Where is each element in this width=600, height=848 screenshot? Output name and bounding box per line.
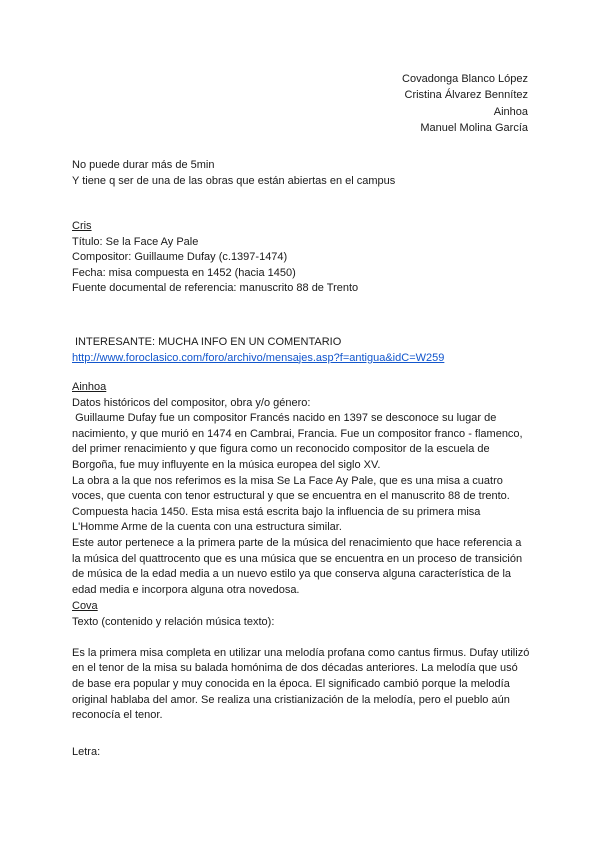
requirement-line: No puede durar más de 5min xyxy=(72,159,215,171)
section-heading-ainhoa: Ainhoa xyxy=(72,381,107,393)
cris-section xyxy=(72,219,530,297)
section-heading-cris: Cris xyxy=(72,220,92,232)
author-name: Ainhoa xyxy=(493,105,528,118)
author-name: Manuel Molina García xyxy=(420,122,528,135)
requirement-line: Y tiene q ser de una de las obras que están abiertas en el campus xyxy=(72,174,396,187)
ainhoa-intro: Datos históricos del compositor, obra y/o género: xyxy=(72,396,311,409)
section-heading-cova: Cova xyxy=(72,600,98,612)
letra-label: Letra: xyxy=(72,746,101,758)
ainhoa-section xyxy=(72,380,530,598)
ainhoa-paragraph: Guillaume Dufay fue un compositor Francés nacido en 1397 se desconoce su lugar de nacimiento, y que murió en 1474 en Cambrai, Francia. Fue un compositor franco - flamenco, del primer renacimiento y que figura como un reconocido compositor de la escuela de Borgoña, fue muy influyente en la música europea del siglo XV. xyxy=(72,412,526,471)
author-name: Covadonga Blanco López xyxy=(402,73,528,85)
cris-source-line: Fuente documental de referencia: manuscrito 88 de Trento xyxy=(72,282,359,295)
cova-paragraph: Es la primera misa completa en utilizar una melodía profana como cantus firmus. Dufay utilizó en el tenor de la misa su balada homónima de dos décadas anteriores. La melodía que usó de base era popular y muy conocida en la época. El significado cambió porque la melodía original hablaba del amor. Se realiza una cristianización de la melodía, pero el pueblo aún reconocía el tenor. xyxy=(72,646,530,722)
cris-date-line: Fecha: misa compuesta en 1452 (hacia 1450) xyxy=(72,266,296,279)
requirements-block xyxy=(72,158,530,189)
authors-block xyxy=(402,71,528,137)
ainhoa-paragraph: La obra a la que nos referimos es la misa Se La Face Ay Pale, que es una misa a cuatro voces, que cuenta con tenor estructural y que se encuentra en el manuscrito 88 de trento. Compuesta hacia 1450. Esta misa está escrita bajo la influencia de su primera misa L'Homme Arme de la cuenta con una estructura similar. xyxy=(72,474,510,534)
letra-section xyxy=(72,745,530,761)
cris-title-line: Título: Se la Face Ay Pale xyxy=(72,235,199,248)
note-section xyxy=(72,335,530,366)
author-name: Cristina Álvarez Bennítez xyxy=(404,89,528,102)
cova-intro: Texto (contenido y relación música texto): xyxy=(72,615,275,628)
cris-composer-line: Compositor: Guillaume Dufay (c.1397-1474) xyxy=(72,251,288,264)
ainhoa-paragraph: Este autor pertenece a la primera parte de la música del renacimiento que hace referencia a la música del quattrocento que es una música que se encuentra en un proceso de transición de música de la edad media a un nuevo estilo ya que conserva alguna característica de la edad media e incorpora alguna otra novedosa. xyxy=(72,536,523,596)
reference-link[interactable]: http://www.foroclasico.com/foro/archivo/mensajes.asp?f=antigua&idC=W259 xyxy=(72,351,445,364)
cova-section xyxy=(72,599,530,724)
note-text: INTERESANTE: MUCHA INFO EN UN COMENTARIO xyxy=(75,336,342,348)
